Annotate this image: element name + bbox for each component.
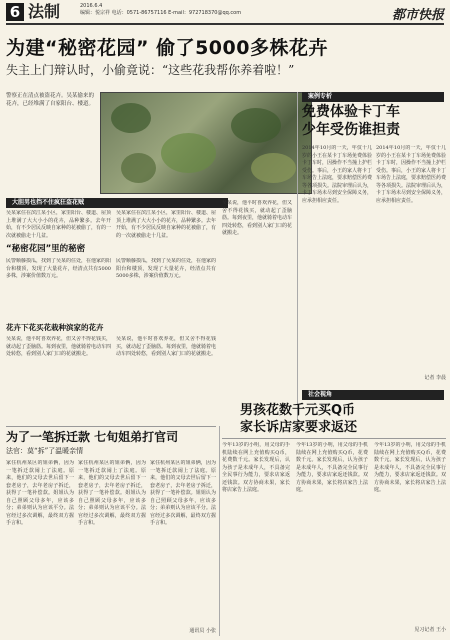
story-four-rule	[6, 426, 216, 427]
banner-case-analysis: 案例专析	[302, 92, 444, 102]
story-three-byline: 见习记者 王小	[414, 627, 446, 633]
banner-social: 社会视角	[302, 390, 444, 400]
section-text-1b: 吴某家住在滨江某小区，家里阳台、楼道、屋顶上堆满了大大小小的花卉，品种繁多。去年开始，有不少居民反映自家种的花被偷了，有的一次就被偷走十几盆。	[116, 210, 216, 239]
story-two-headline: 免费体验卡丁车	[302, 104, 400, 120]
main-headline: 为建“秘密花园” 偷了5000多株花卉	[6, 37, 328, 59]
section-heading-2: “秘密花园”里的秘密	[6, 244, 86, 254]
story-two-text-b: 2014年10月的一天，年仅十几岁的小王在某卡丁车场免费体验卡丁车时，因操作不当撞上护栏受伤。事后，小王的家人将卡丁车场告上法庭，要求赔偿医药费等各项损失。法院审理后认为，卡丁车场未尽到安全保障义务，应承担相应责任。	[376, 145, 446, 204]
column-rule-lower	[219, 426, 220, 636]
page-number: 6	[6, 3, 24, 21]
newspaper-logo: 都市快报	[391, 8, 444, 23]
header-rule	[6, 23, 444, 25]
main-continuation-1: 吴某说，他平时喜欢养花，但又舍不得花钱买，就动起了歪脑筋。每到夜里，他就骑着电动车四处转悠，看到别人家门口的花就搬走。	[222, 200, 292, 236]
story-three-text-c: 今年13岁的小明，用父母的手机陆续在网上充值购买Q币，花费数千元。家长发现后，认为孩子是未成年人，不具备完全民事行为能力，要求店家返还钱款。双方协商未果，家长将店家告上法庭。	[374, 442, 446, 493]
photo-caption: 警察正在清点被盗花卉。吴某偷来的花卉，已经堆满了自家阳台、楼道。	[6, 93, 95, 107]
story-four-byline: 通讯员 小张	[189, 628, 216, 634]
section-heading-3: 花卉下花买花栽种滨家的花卉	[6, 323, 104, 332]
story-four-text-c: 家住杭州某区的姐弟俩，因为一笔拆迁款闹上了法庭。原来，他们的父母去世后留下一套老房子，去年老房子拆迁，获得了一笔补偿款。姐姐认为自己照顾父母多年，应该多分；弟弟则认为应该平分。法官经过多次调解，最终双方握手言和。	[150, 460, 216, 526]
story-three-text-b: 今年13岁的小明，用父母的手机陆续在网上充值购买Q币，花费数千元。家长发现后，认为孩子是未成年人，不具备完全民事行为能力，要求店家返还钱款。双方协商未果，家长将店家告上法庭。	[296, 442, 368, 493]
story-two-headline-2: 少年受伤谁担责	[302, 122, 400, 138]
section-text-1: 吴某家住在滨江某小区，家里阳台、楼道、屋顶上堆满了大大小小的花卉，品种繁多。去年开始，有不少居民反映自家种的花被偷了，有的一次就被偷走十几盆。	[6, 210, 111, 239]
story-two-byline: 记者 李晨	[424, 375, 446, 381]
story-three-rule	[222, 438, 446, 439]
section-banner-1: 大胆男也挡不住疯狂盗花贼	[6, 198, 228, 208]
column-rule	[297, 92, 298, 427]
flower-photo	[100, 92, 312, 194]
section-text-3b: 吴某说，他平时喜欢养花，但又舍不得花钱买，就动起了歪脑筋。每到夜里，他就骑着电动车四处转悠，看到别人家门口的花就搬走。	[116, 336, 216, 357]
editor-contact: 编辑：悦宗祥 电话：0571-86757116 E-mail：972718370@qq.com	[80, 10, 242, 16]
story-four-headline: 为了一笔拆迁款 七旬姐弟打官司	[6, 430, 179, 444]
section-text-2b: 民警顺藤摸瓜，找到了吴某的住处，在他家的阳台和楼顶，发现了大量花卉，经清点共有5000多株，涉案价值数万元。	[116, 258, 216, 279]
issue-date: 2016.6.4	[80, 3, 103, 9]
section-text-2: 民警顺藤摸瓜，找到了吴某的住处，在他家的阳台和楼顶，发现了大量花卉，经清点共有5000多株，涉案价值数万元。	[6, 258, 111, 279]
story-three-headline: 男孩花数千元买Q币	[240, 403, 356, 418]
story-three-text: 今年13岁的小明，用父母的手机陆续在网上充值购买Q币，花费数千元。家长发现后，认为孩子是未成年人，不具备完全民事行为能力，要求店家返还钱款。双方协商未果，家长将店家告上法庭。	[222, 442, 290, 493]
story-four-text: 家住杭州某区的姐弟俩，因为一笔拆迁款闹上了法庭。原来，他们的父母去世后留下一套老房子，去年老房子拆迁，获得了一笔补偿款。姐姐认为自己照顾父母多年，应该多分；弟弟则认为应该平分。法官经过多次调解，最终双方握手言和。	[6, 460, 74, 526]
main-subhead: 失主上门辩认时，小偷竟说：“这些花我帮你养着啦！”	[6, 63, 295, 77]
story-four-text-b: 家住杭州某区的姐弟俩，因为一笔拆迁款闹上了法庭。原来，他们的父母去世后留下一套老房子，去年老房子拆迁，获得了一笔补偿款。姐姐认为自己照顾父母多年，应该多分；弟弟则认为应该平分。法官经过多次调解，最终双方握手言和。	[78, 460, 146, 526]
section-title: 法制	[28, 2, 61, 21]
story-three-headline-2: 家长诉店家要求返还	[240, 420, 358, 435]
section-text-3: 吴某说，他平时喜欢养花，但又舍不得花钱买，就动起了歪脑筋。每到夜里，他就骑着电动车四处转悠，看到别人家门口的花就搬走。	[6, 336, 111, 357]
header-meta	[80, 3, 241, 17]
story-two-text: 2014年10月的一天，年仅十几岁的小王在某卡丁车场免费体验卡丁车时，因操作不当撞上护栏受伤。事后，小王的家人将卡丁车场告上法庭，要求赔偿医药费等各项损失。法院审理后认为，卡丁车场未尽到安全保障义务，应承担相应责任。	[302, 145, 372, 204]
story-four-subhead: 法官：莫“拆”了温暖亲情	[6, 447, 84, 455]
